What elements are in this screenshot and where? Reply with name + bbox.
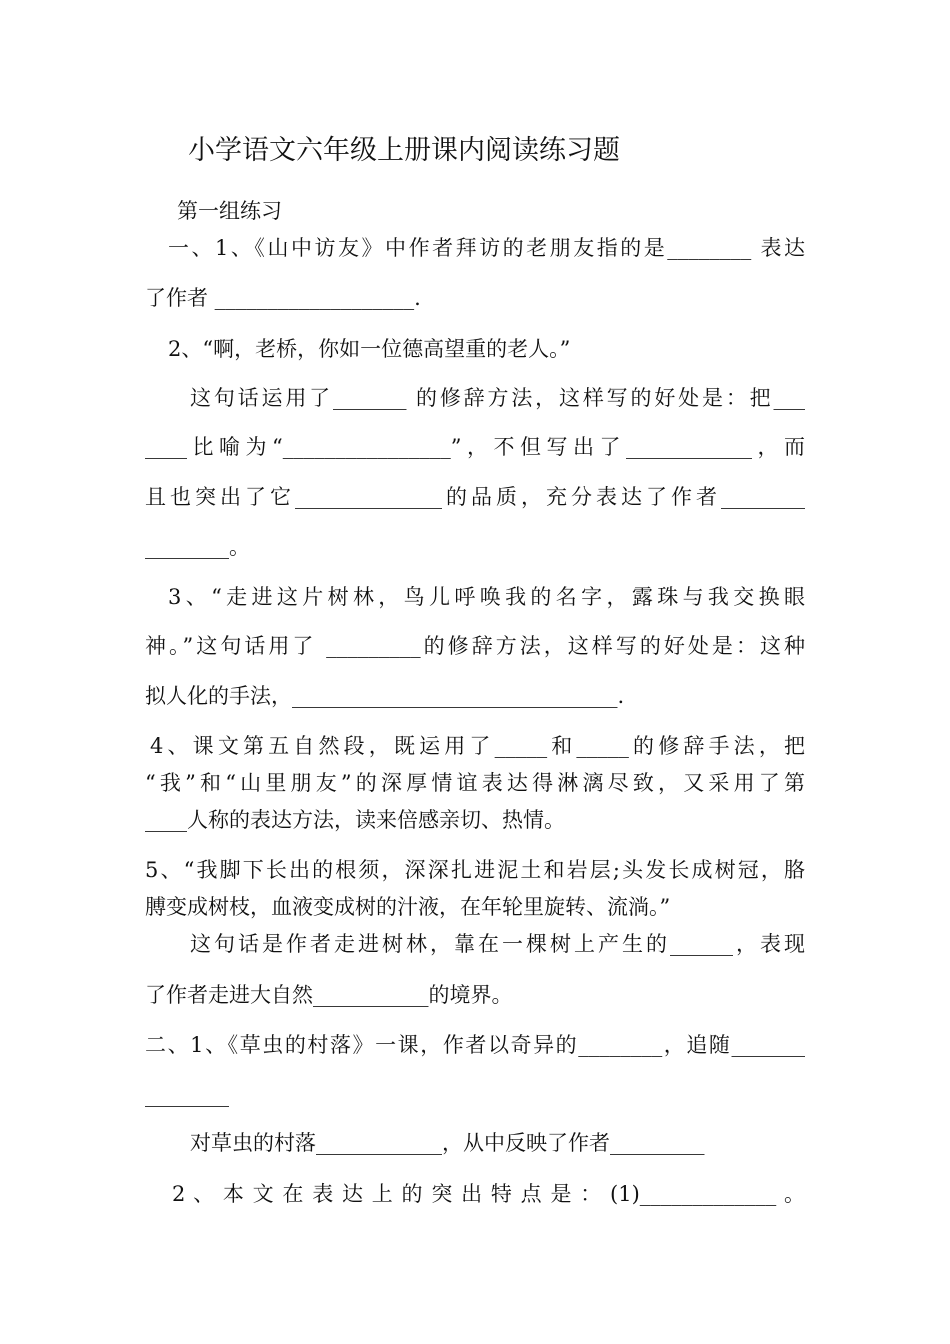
question-line: 对草虫的村落____________，从中反映了作者_________ <box>190 1131 705 1155</box>
question-line: 这句话运用了_______ 的修辞方法，这样写的好处是：把___ <box>190 386 805 410</box>
question-line: 2、“啊，老桥，你如一位德高望重的老人。” <box>168 337 571 361</box>
question-line: 膊变成树枝，血液变成树的汁液，在年轮里旋转、流淌。” <box>145 895 671 919</box>
question-line: ________ <box>145 1083 229 1107</box>
question-line: ____人称的表达方法，读来倍感亲切、热情。 <box>145 808 565 832</box>
question-line: 2 、 本 文 在 表 达 上 的 突 出 特 点 是 ： (1)_____________ 。 <box>172 1182 805 1206</box>
question-line: 神。”这句话用了 _________的修辞方法，这样写的好处是：这种 <box>145 634 805 658</box>
question-line: 4、课文第五自然段，既运用了_____和_____的修辞手法，把 <box>150 734 805 758</box>
question-line: ____比喻为“________________”，不但写出了____________，而 <box>145 435 805 459</box>
document-title: 小学语文六年级上册课内阅读练习题 <box>188 135 620 166</box>
question-line: 一、1、《山中访友》中作者拜访的老朋友指的是________ 表达 <box>168 236 805 260</box>
question-line: 拟人化的手法，_______________________________. <box>145 684 625 708</box>
question-line: 5、“我脚下长出的根须，深深扎进泥土和岩层;头发长成树冠，胳 <box>145 858 805 882</box>
question-line: 了作者走进大自然___________的境界。 <box>145 983 513 1007</box>
question-line: “我”和“山里朋友”的深厚情谊表达得淋漓尽致，又采用了第 <box>145 771 805 795</box>
question-line: 且也突出了它______________的品质，充分表达了作者________ <box>145 485 805 509</box>
question-line: 二、1、《草虫的村落》一课，作者以奇异的________，追随_______ <box>145 1033 805 1057</box>
question-line: 了作者 ___________________. <box>145 286 421 310</box>
question-line: 3、“走进这片树林，鸟儿呼唤我的名字，露珠与我交换眼 <box>168 585 805 609</box>
question-line: ________。 <box>145 535 250 559</box>
question-line: 这句话是作者走进树林，靠在一棵树上产生的______，表现 <box>190 932 805 956</box>
section-heading: 第一组练习 <box>177 199 282 223</box>
